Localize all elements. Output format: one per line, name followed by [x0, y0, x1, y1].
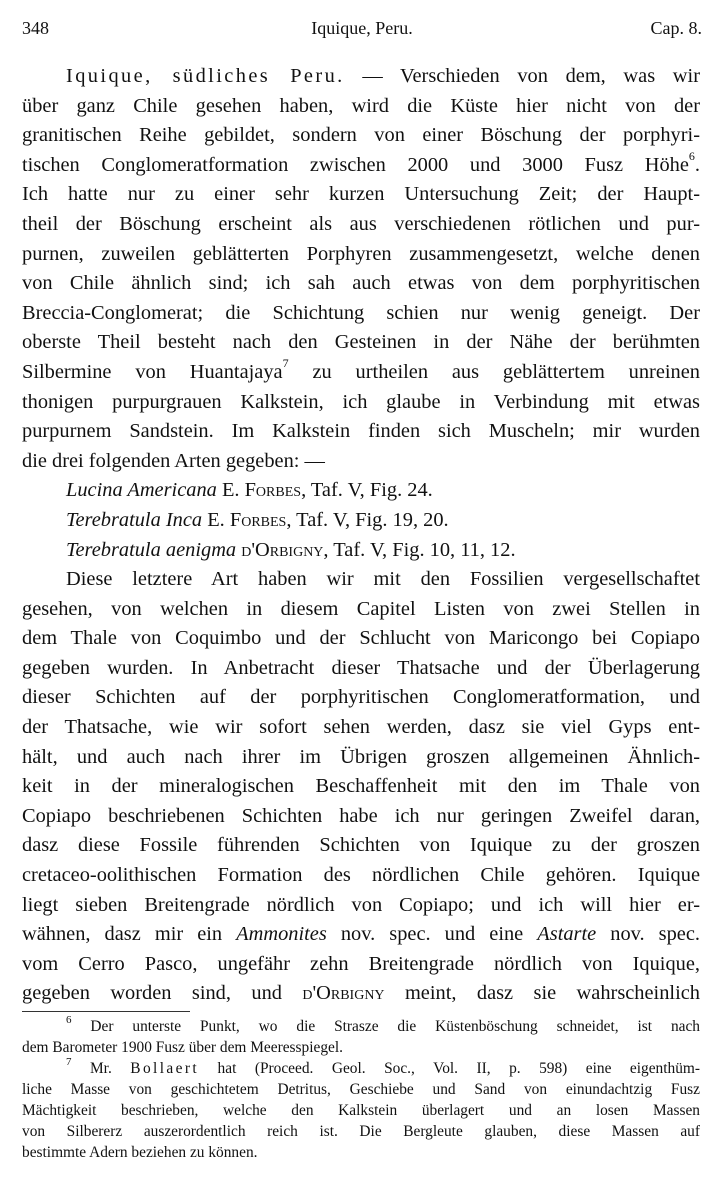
text-line: Diese letztere Art haben wir mit den Fossilien vergesellschaftet — [66, 568, 700, 591]
text-span: Silbermine von Huantajaya — [22, 360, 283, 383]
text-line: liegt sieben Breitengrade nördlich von Copiapo; und ich will hier er- — [22, 893, 700, 916]
text-line: gesehen, von welchen in diesem Capitel Listen von zwei Stellen in — [22, 597, 700, 620]
footnotes — [22, 1016, 700, 1163]
text-span: hat (Proceed. Geol. Soc., Vol. II, p. 598) eine eigenthüm- — [199, 1060, 700, 1077]
main-text — [22, 62, 700, 1009]
text-line: hält, und auch nach ihrer im Übrigen groszen allgemeinen Ähnlich- — [22, 745, 700, 768]
footnote-7-line — [22, 1058, 700, 1079]
author-name: d'Orbigny — [241, 538, 324, 561]
page-number: 348 — [22, 18, 49, 38]
genus-name: Astarte — [537, 923, 597, 946]
text-line: purpurnem Sandstein. Im Kalkstein finden sich Muscheln; mir wurden — [22, 420, 700, 443]
text-span: E. — [202, 508, 230, 531]
author-name: Forbes — [229, 508, 287, 531]
text-span: , Taf. V, Fig. 19, 20. — [286, 508, 449, 531]
species-name: Lucina Americana — [66, 479, 217, 502]
footnote-marker-6: 6 — [66, 1016, 72, 1026]
text-line: über ganz Chile gesehen haben, wird die Küste hier nicht von der — [22, 94, 700, 117]
footnote-6-line: dem Barometer 1900 Fusz über dem Meeresspiegel. — [22, 1039, 343, 1056]
footnote-7-line: bestimmte Adern beziehen zu können. — [22, 1144, 258, 1161]
footnote-6-line — [22, 1016, 700, 1037]
footnote-7-line: von Silbererz auszerordentlich reich ist. Die Bergleute glauben, diese Massen auf — [22, 1123, 700, 1140]
text-span: Mr. — [71, 1060, 131, 1077]
footnote-7-line: liche Masse von geschichtetem Detritus, Geschiebe und Sand von einundachtzig Fusz — [22, 1081, 700, 1098]
species-entry — [22, 536, 700, 566]
text-line: von Chile ähnlich sind; ich sah auch etwas von dem porphyritischen — [22, 272, 700, 295]
spaced-name: Bollaert — [130, 1060, 200, 1077]
text-span: zu urtheilen aus geblättertem unreinen — [288, 360, 700, 383]
text-span: gegeben worden sind, und — [22, 982, 303, 1005]
footnote-7-line: Mächtigkeit beschrieben, welche den Kalkstein überlagert und an losen Massen — [22, 1102, 700, 1119]
footnote-ref-7: 7 — [282, 357, 289, 370]
text-span: , Taf. V, Fig. 10, 11, 12. — [323, 538, 516, 561]
author-name: Forbes — [244, 479, 302, 502]
text-line — [22, 358, 700, 388]
text-line: dem Thale von Coquimbo und der Schlucht von Maricongo bei Copiapo — [22, 627, 700, 650]
running-header — [22, 18, 702, 42]
text-span: wähnen, dasz mir ein — [22, 923, 237, 946]
text-line: dasz diese Fossile führenden Schichten von Iquique zu der groszen — [22, 834, 700, 857]
text-line: der Thatsache, wie wir sofort sehen werden, dasz sie viel Gyps ent- — [22, 716, 700, 739]
text-line: Ich hatte nur zu einer sehr kurzen Untersuchung Zeit; der Haupt- — [22, 183, 700, 206]
text-span: E. — [216, 479, 245, 502]
text-line: theil der Böschung erscheint als aus verschiedenen rötlichen und pur- — [22, 212, 700, 235]
text-line — [22, 151, 700, 181]
text-line: thonigen purpurgrauen Kalkstein, ich glaube in Verbindung mit etwas — [22, 390, 700, 413]
genus-name: Ammonites — [236, 923, 327, 946]
author-name: d'Orbigny — [302, 982, 385, 1005]
text-line: purnen, zuweilen geblätterten Porphyren zusammengesetzt, welche denen — [22, 242, 700, 265]
text-line: dieser Schichten auf der porphyritischen Conglomeratformation, und — [22, 686, 700, 709]
text-line: vom Cerro Pasco, ungefähr zehn Breitengrade nördlich von Iquique, — [22, 952, 700, 975]
footnote-rule — [22, 1011, 190, 1012]
footnote-ref-6: 6 — [688, 150, 695, 163]
species-entry — [22, 476, 700, 506]
text-line: Copiapo beschriebenen Schichten habe ich nur geringen Zweifel daran, — [22, 804, 700, 827]
chapter-label: Cap. 8. — [650, 18, 702, 38]
text-line — [22, 62, 700, 92]
species-name: Terebratula Inca — [66, 508, 203, 531]
text-span: nov. spec. — [596, 923, 700, 946]
text-line — [22, 920, 700, 950]
species-name: Terebratula aenigma — [66, 538, 237, 561]
text-line: die drei folgenden Arten gegeben: — — [22, 449, 325, 472]
text-span: nov. spec. und eine — [326, 923, 538, 946]
text-span: . — [694, 153, 700, 176]
text-span: , Taf. V, Fig. 24. — [301, 479, 433, 502]
text-span: meint, dasz sie wahrscheinlich — [384, 982, 700, 1005]
text-span: Der unterste Punkt, wo die Strasze die Küstenböschung schneidet, ist nach — [71, 1018, 700, 1035]
spaced-heading: Iquique, südliches Peru. — [66, 65, 345, 87]
text-line: gegeben wurden. In Anbetracht dieser Thatsache und der Überlagerung — [22, 656, 700, 679]
footnote-marker-7: 7 — [66, 1058, 72, 1068]
text-line: keit in der mineralogischen Beschaffenheit mit den im Thale von — [22, 775, 700, 798]
text-line — [22, 979, 700, 1009]
text-line: oberste Theil besteht nach den Gesteinen in der Nähe der berühmten — [22, 331, 700, 354]
text-line: granitischen Reihe gebildet, sondern von einer Böschung der porphyri- — [22, 124, 700, 147]
text-span: tischen Conglomeratformation zwischen 2000 und 3000 Fusz Höhe — [22, 153, 689, 176]
text-span: — Verschieden von dem, was wir — [344, 65, 700, 87]
text-line: Breccia-Conglomerat; die Schichtung schien nur wenig geneigt. Der — [22, 301, 700, 324]
species-entry — [22, 506, 700, 536]
running-title: Iquique, Peru. — [311, 18, 413, 38]
text-line: cretaceo-oolithischen Formation des nördlichen Chile gehören. Iquique — [22, 864, 700, 887]
